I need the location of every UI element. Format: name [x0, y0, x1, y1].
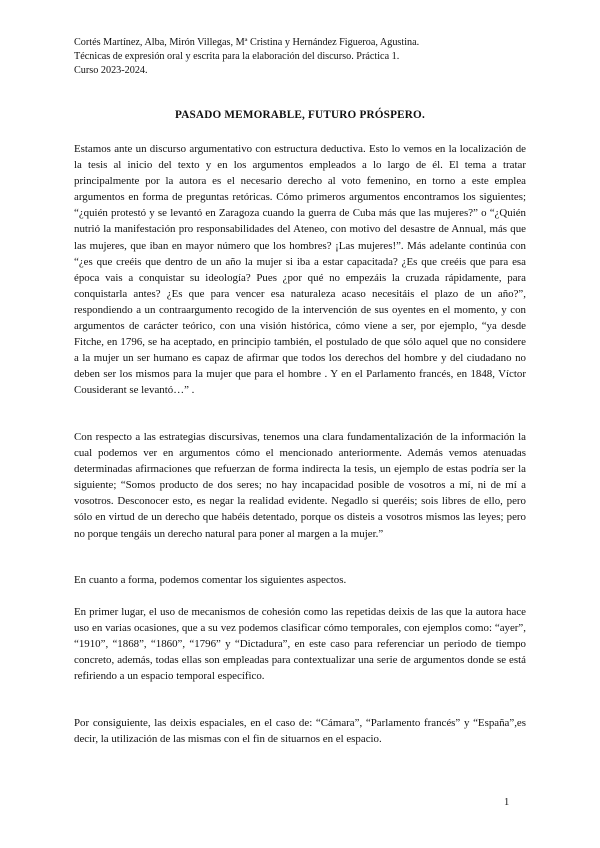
paragraph-form-intro: En cuanto a forma, podemos comentar los siguientes aspectos. — [74, 574, 347, 586]
paragraph-thesis-arguments: Estamos ante un discurso argumentativo con estructura deductiva. Esto lo vemos en la localización de la tesis al inicio del texto y en los argumentos empleados a lo largo de él. El tema a tratar principalmente por la autora es el necesario derecho al voto femenino, en torno a este emplea argumentos en forma de preguntas retóricas. Cómo primeros argumentos encontramos los siguientes; “¿quién protestó y se levantó en Zaragoza cuando la guerra de Cuba más que las mujeres?” o “¿Quién nutrió la manifestación pro responsabilidades del Ateneo, con motivo del desastre de Annual, más que las mujeres, que iban en mayor número que los hombres? ¡Las mujeres!”. Más adelante continúa con “¿es que creéis que dentro de un año la mujer si iba a estar capacitada? ¿Es que creéis que para esa época vais a conquistar su ideología? Pues ¿por qué no empezáis la cruzada rápidamente, para conquistarla antes? ¿Es que para vencer esa naturaleza acaso necesitáis el plazo de un año?”, respondiendo a un contraargumento recogido de la intervención de sus oyentes en el momento, y con argumentos de carácter teórico, con una visión histórica, cómo viene a ser, por ejemplo, “ya desde Fitche, en 1796, se ha aceptado, en principio también, el postulado de que sólo aquel que no considere a la mujer un ser humano es capaz de afirmar que todos los derechos del hombre y del ciudadano no deben ser los mismos para la mujer que para el hombre . Y en el Parlamento francés, en 1848, Víctor Cousiderant se levantó…” . — [74, 143, 526, 397]
document-header — [74, 36, 534, 78]
page-number: 1 — [504, 797, 510, 808]
paragraph-spatial-deixis: Por consiguiente, las deixis espaciales, en el caso de: “Cámara”, “Parlamento francés” y “España”,es decir, la utilización de las mismas con el fin de situarnos en el espacio. — [74, 717, 526, 746]
paragraph-temporal-deixis: En primer lugar, el uso de mecanismos de cohesión como las repetidas deixis de las que la autora hace uso en varias ocasiones, que a su vez podemos clasificar cómo temporales, con ejemplos como: “ayer”, “1910”, “1868”, “1860”, “1796” y “Dictadura”, en este caso para referenciar un periodo de tiempo concreto, además, todas ellas son empleadas para contextualizar una serie de argumentos donde se está refiriendo a un espacio temporal específico. — [74, 606, 526, 683]
document-title: PASADO MEMORABLE, FUTURO PRÓSPERO. — [175, 109, 425, 121]
header-authors: Cortés Martínez, Alba, Mirón Villegas, Mª Cristina y Hernández Figueroa, Agustina. — [74, 37, 420, 48]
header-course-year: Curso 2023-2024. — [74, 65, 148, 76]
paragraph-discursive-strategies: Con respecto a las estrategias discursivas, tenemos una clara fundamentalización de la información la cual podemos ver en argumentos cómo el mencionado anteriormente. Además vemos atenuadas determinadas afirmaciones que refuerzan de forma indirecta la tesis, un ejemplo de estas podría ser la siguiente; “Somos producto de dos seres; no hay incapacidad posible de vosotros a mí, ni de mí a vosotros. Desconocer esto, es negar la realidad evidente. Negadlo si queréis; sois libres de ello, pero sólo en virtud de un derecho que habéis detentado, porque os disteis a vosotros mismos las leyes; pero no porque tengáis un derecho natural para poner al margen a la mujer.” — [74, 431, 526, 540]
header-course-title: Técnicas de expresión oral y escrita para la elaboración del discurso. Práctica 1. — [74, 51, 400, 62]
